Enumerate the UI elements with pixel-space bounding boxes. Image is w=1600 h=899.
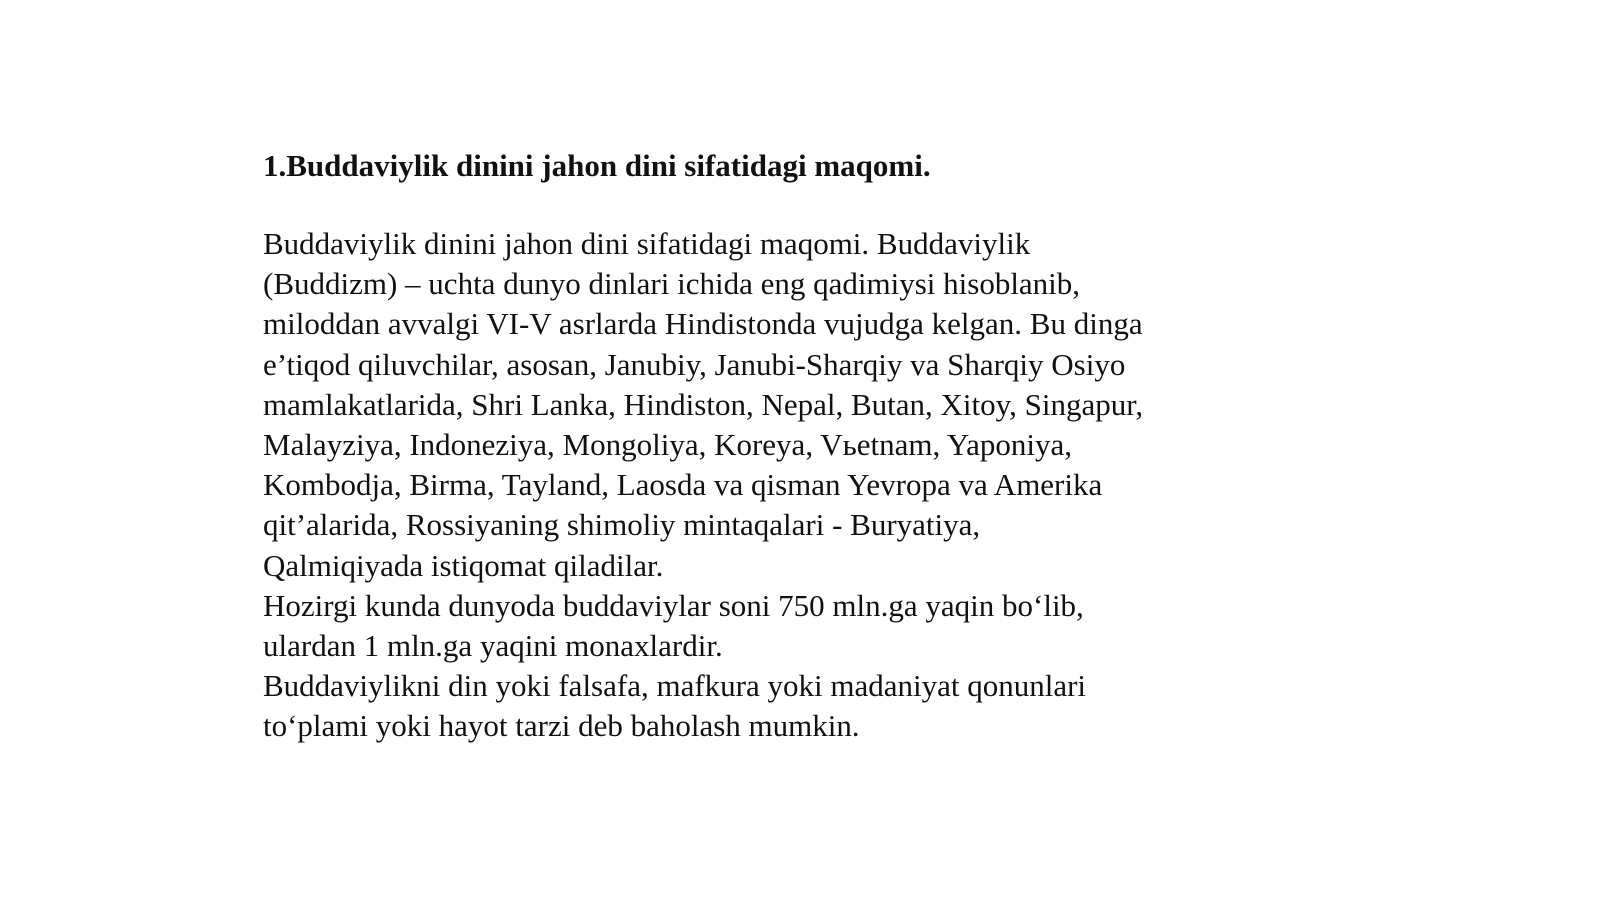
text-line: e’tiqod qiluvchilar, asosan, Janubiy, Janubi-Sharqiy va Sharqiy Osiyo [263, 346, 1126, 382]
text-line: Buddaviylikni din yoki falsafa, mafkura yoki madaniyat qonunlari [263, 668, 1087, 704]
slide-content [263, 146, 1243, 747]
text-line: Malayziya, Indoneziya, Mongoliya, Koreya, Vьetnam, Yaponiya, [263, 427, 1073, 463]
paragraph-definition [263, 666, 1243, 746]
text-line: Qalmiqiyada istiqomat qiladilar. [263, 547, 664, 583]
text-line: to‘plami yoki hayot tarzi deb baholash mumkin. [263, 708, 860, 744]
text-line: (Buddizm) – uchta dunyo dinlari ichida eng qadimiysi hisoblanib, [263, 266, 1081, 302]
paragraph-intro [263, 224, 1243, 586]
text-line: ulardan 1 mln.ga yaqini monaxlardir. [263, 628, 723, 664]
text-line: Kombodja, Birma, Tayland, Laosda va qisman Yevropa va Amerika [263, 467, 1103, 503]
text-line: miloddan avvalgi VI-V asrlarda Hindistonda vujudga kelgan. Bu dinga [263, 306, 1143, 342]
text-line: Buddaviylik dinini jahon dini sifatidagi maqomi. Buddaviylik [263, 226, 1031, 261]
text-line: mamlakatlarida, Shri Lanka, Hindiston, Nepal, Butan, Xitoy, Singapur, [263, 386, 1144, 422]
text-line: qit’alarida, Rossiyaning shimoliy mintaqalari - Buryatiya, [263, 507, 981, 543]
slide-heading: 1.Buddaviylik dinini jahon dini sifatidagi maqomi. [263, 148, 931, 183]
text-line: Hozirgi kunda dunyoda buddaviylar soni 750 mln.ga yaqin bo‘lib, [263, 587, 1084, 623]
paragraph-followers-count [263, 586, 1243, 666]
